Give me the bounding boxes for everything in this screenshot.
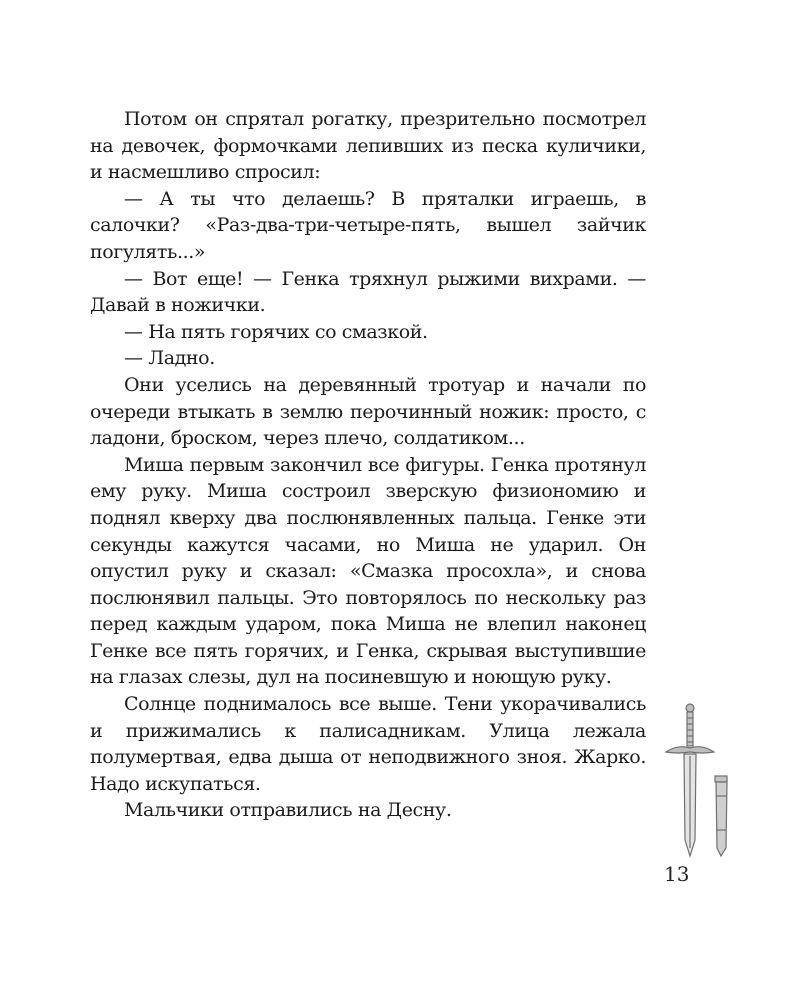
paragraph-2: — А ты что делаешь? В пряталки играешь, в салочки? «Раз-два-три-четыре-пять, вышел зайчик погулять...» (90, 187, 646, 263)
paragraph-3: — Вот еще! — Генка тряхнул рыжими вихрами. — Давай в ножички. (90, 267, 646, 317)
page-text (90, 106, 646, 824)
paragraph-8: Солнце поднималось все выше. Тени укорачивались и прижимались к палисадникам. Улица лежала полумертвая, едва дыша от неподвижного зноя. Жарко. Надо искупаться. (90, 693, 646, 795)
paragraph-5: — Ладно. (124, 347, 215, 370)
page-number: 13 (664, 862, 690, 886)
paragraph-9: Мальчики отправились на Десну. (124, 799, 452, 822)
paragraph-6: Они уселись на деревянный тротуар и начали по очереди втыкать в землю перочинный ножик: просто, с ладони, броском, через плечо, солдатиком... (90, 373, 646, 450)
paragraph-7: Миша первым закончил все фигуры. Генка протянул ему руку. Миша состроил зверскую физиономию и поднял кверху два послюнявленных пальца. Генке эти секунды кажутся часами, но Миша не ударил. Он опустил руку и сказал: «Смазка просохла», и снова послюнявил пальцы. Это повторялось по нескольку раз перед каждым ударом, пока Миша не влепил наконец Генке все пять горячих, и Генка, скрывая выступившие на глазах слезы, дул на посиневшую и ноющую руку. (90, 453, 646, 689)
paragraph-4: — На пять горячих со смазкой. (124, 320, 428, 343)
dagger-and-scabbard-icon (662, 700, 742, 860)
paragraph-1: Потом он спрятал рогатку, презрительно посмотрел на девочек, формочками лепивших из песка куличики, и насмешливо спросил: (90, 108, 646, 184)
